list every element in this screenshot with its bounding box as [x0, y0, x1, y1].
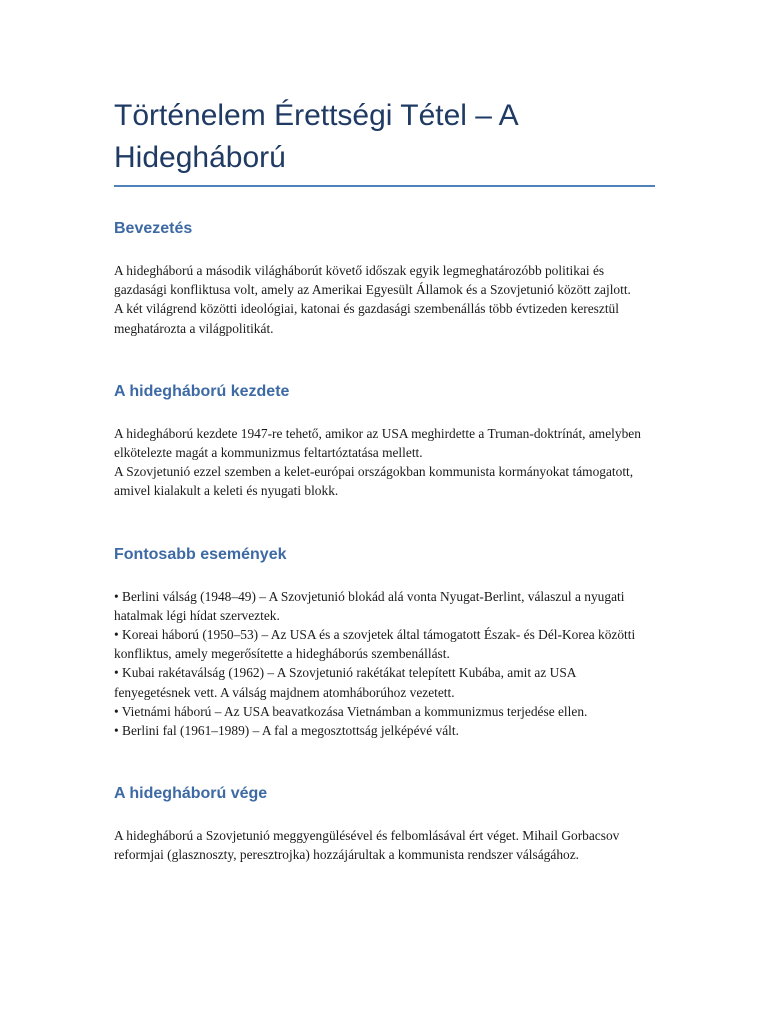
- section-body: [114, 424, 654, 501]
- paragraph: A hidegháború a második világháborút követő időszak egyik legmeghatározóbb politikai és gazdasági konfliktusa volt, amely az Amerikai Egyesült Államok és a Szovjetunió között zajlott.: [114, 263, 631, 298]
- section-heading: Bevezetés: [114, 220, 193, 237]
- section-body: [114, 587, 654, 741]
- section-events: [114, 543, 654, 741]
- section-spacer: [114, 338, 654, 380]
- section-heading: A hidegháború vége: [114, 785, 268, 803]
- document-title: Történelem Érettségi Tétel – A Hidegháború: [114, 99, 517, 174]
- list-item: • Kubai rakétaválság (1962) – A Szovjetunió rakétákat telepített Kubába, amit az USA fenyegetésnek vett. A válság majdnem atomháborúhoz vezetett.: [114, 665, 576, 700]
- title-underline: [114, 185, 655, 187]
- paragraph: A hidegháború kezdete 1947-re tehető, amikor az USA meghirdette a Truman-doktrínát, amelyben elkötelezte magát a kommunizmus feltartóztatása mellett.: [114, 425, 641, 461]
- section-heading: A hidegháború kezdete: [114, 382, 290, 400]
- section-body: [114, 826, 654, 864]
- section-body: [114, 261, 654, 338]
- list-item: • Vietnámi háború – Az USA beavatkozása Vietnámban a kommunizmus terjedése ellen.: [114, 703, 588, 719]
- section-end: [114, 782, 654, 864]
- paragraph: A Szovjetunió ezzel szemben a kelet-európai országokban kommunista kormányokat támogatott, amivel kialakult a keleti és nyugati blokk.: [114, 464, 634, 499]
- section-beginning: [114, 380, 654, 501]
- paragraph: A két világrend közötti ideológiai, katonai és gazdasági szembenállás több évtizeden keresztül meghatározta a világpolitikát.: [114, 301, 619, 336]
- list-item: • Berlini fal (1961–1989) – A fal a megosztottság jelképévé vált.: [114, 723, 459, 739]
- list-item: • Berlini válság (1948–49) – A Szovjetunió blokád alá vonta Nyugat-Berlint, válaszul a nyugati hatalmak légi hídat szerveztek.: [114, 588, 625, 623]
- paragraph: A hidegháború a Szovjetunió meggyengülésével és felbomlásával ért véget. Mihail Gorbacsov reformjai (glasznoszty, peresztrojka) hozzájárultak a kommunista rendszer válságához.: [114, 828, 620, 863]
- section-heading: Fontosabb események: [114, 545, 287, 563]
- section-spacer: [114, 740, 654, 782]
- list-item: • Koreai háború (1950–53) – Az USA és a szovjetek által támogatott Észak- és Dél-Korea közötti konfliktus, amely megerősítette a hidegháborús szembenállást.: [114, 627, 636, 662]
- section-spacer: [114, 501, 654, 543]
- section-introduction: [114, 217, 654, 338]
